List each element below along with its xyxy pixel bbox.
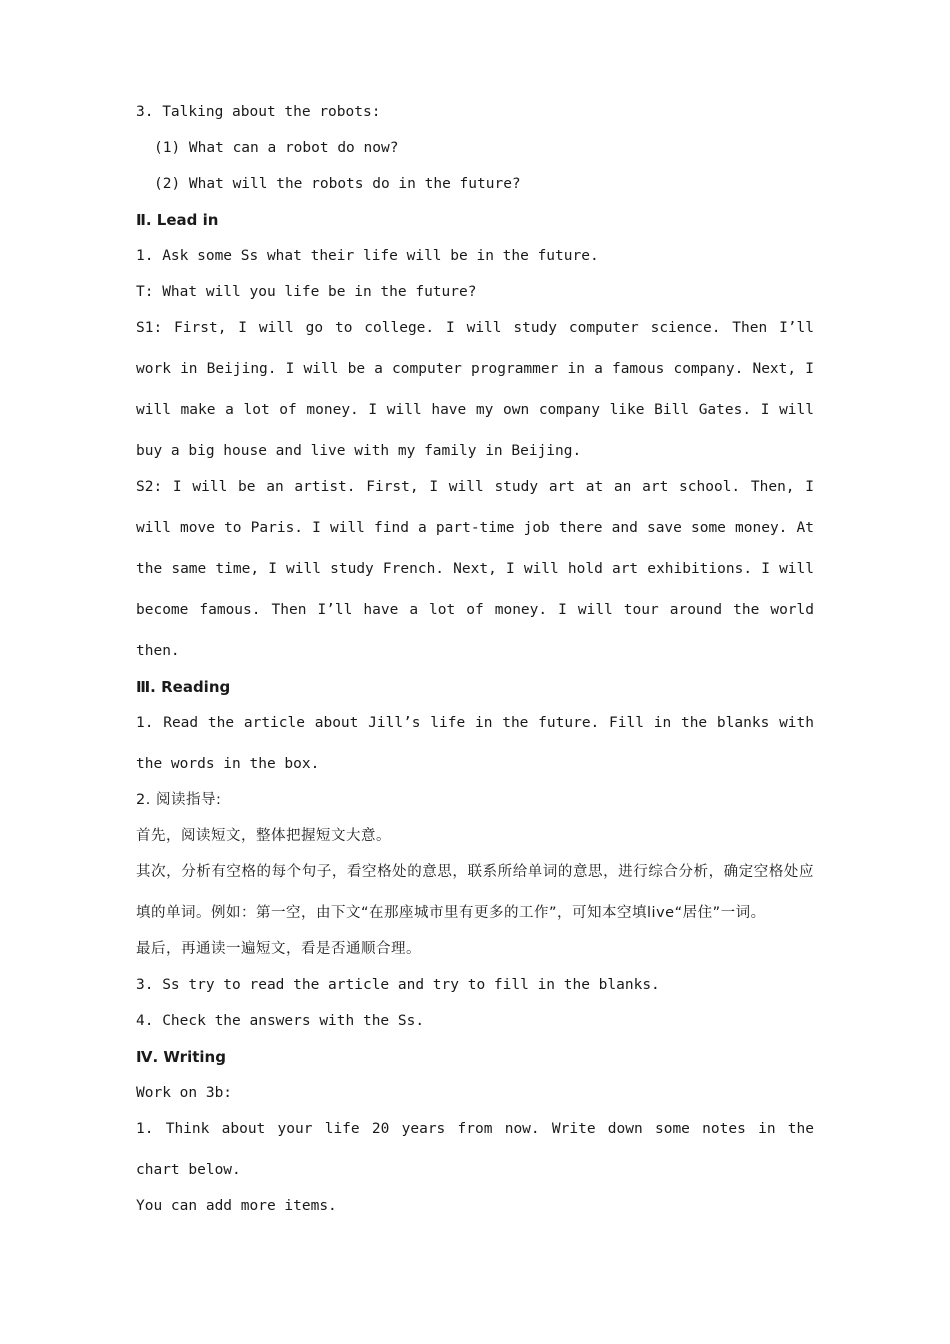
lead-in-step-1: 1. Ask some Ss what their life will be in the future. xyxy=(136,248,599,264)
reading-guide-2: 其次，分析有空格的每个句子，看空格处的意思，联系所给单词的意思，进行综合分析，确定空格处应填的单词。例如：第一空，由下文“在那座城市里有更多的工作”，可知本空填live“居住”一词。 xyxy=(136,864,814,921)
reading-guide-1: 首先，阅读短文，整体把握短文大意。 xyxy=(136,828,391,844)
reading-heading: Ⅲ. Reading xyxy=(136,678,231,696)
reading-guide-3: 最后，再通读一遍短文，看是否通顺合理。 xyxy=(136,941,421,957)
robots-question-2: (2) What will the robots do in the future? xyxy=(154,176,521,192)
reading-step-3: 3. Ss try to read the article and try to fill in the blanks. xyxy=(136,977,660,993)
writing-step-1: 1. Think about your life 20 years from now. Write down some notes in the chart below. xyxy=(136,1121,814,1178)
reading-step-1: 1. Read the article about Jill’s life in the future. Fill in the blanks with the words in the box. xyxy=(136,715,814,772)
writing-heading: Ⅳ. Writing xyxy=(136,1048,226,1066)
lead-in-heading: Ⅱ. Lead in xyxy=(136,211,219,229)
teacher-question: T: What will you life be in the future? xyxy=(136,284,477,300)
robots-topic: 3. Talking about the robots: xyxy=(136,104,381,120)
writing-more-items: You can add more items. xyxy=(136,1198,337,1214)
reading-step-4: 4. Check the answers with the Ss. xyxy=(136,1013,425,1029)
writing-work-on: Work on 3b: xyxy=(136,1085,233,1101)
document-body xyxy=(136,100,814,1230)
robots-question-1: (1) What can a robot do now? xyxy=(154,140,399,156)
reading-step-2: 2. 阅读指导: xyxy=(136,792,222,808)
student-2-answer: S2: I will be an artist. First, I will study art at an art school. Then, I will move to Paris. I will find a part-time job there and save some money. At the same time, I will study French. Next, I will hold art exhibitions. I will become famous. Then I’ll have a lot of money. I will tour around the world then. xyxy=(136,479,814,659)
student-1-answer: S1: First, I will go to college. I will study computer science. Then I’ll work in Beijing. I will be a computer programmer in a famous company. Next, I will make a lot of money. I will have my own company like Bill Gates. I will buy a big house and live with my family in Beijing. xyxy=(136,320,814,459)
